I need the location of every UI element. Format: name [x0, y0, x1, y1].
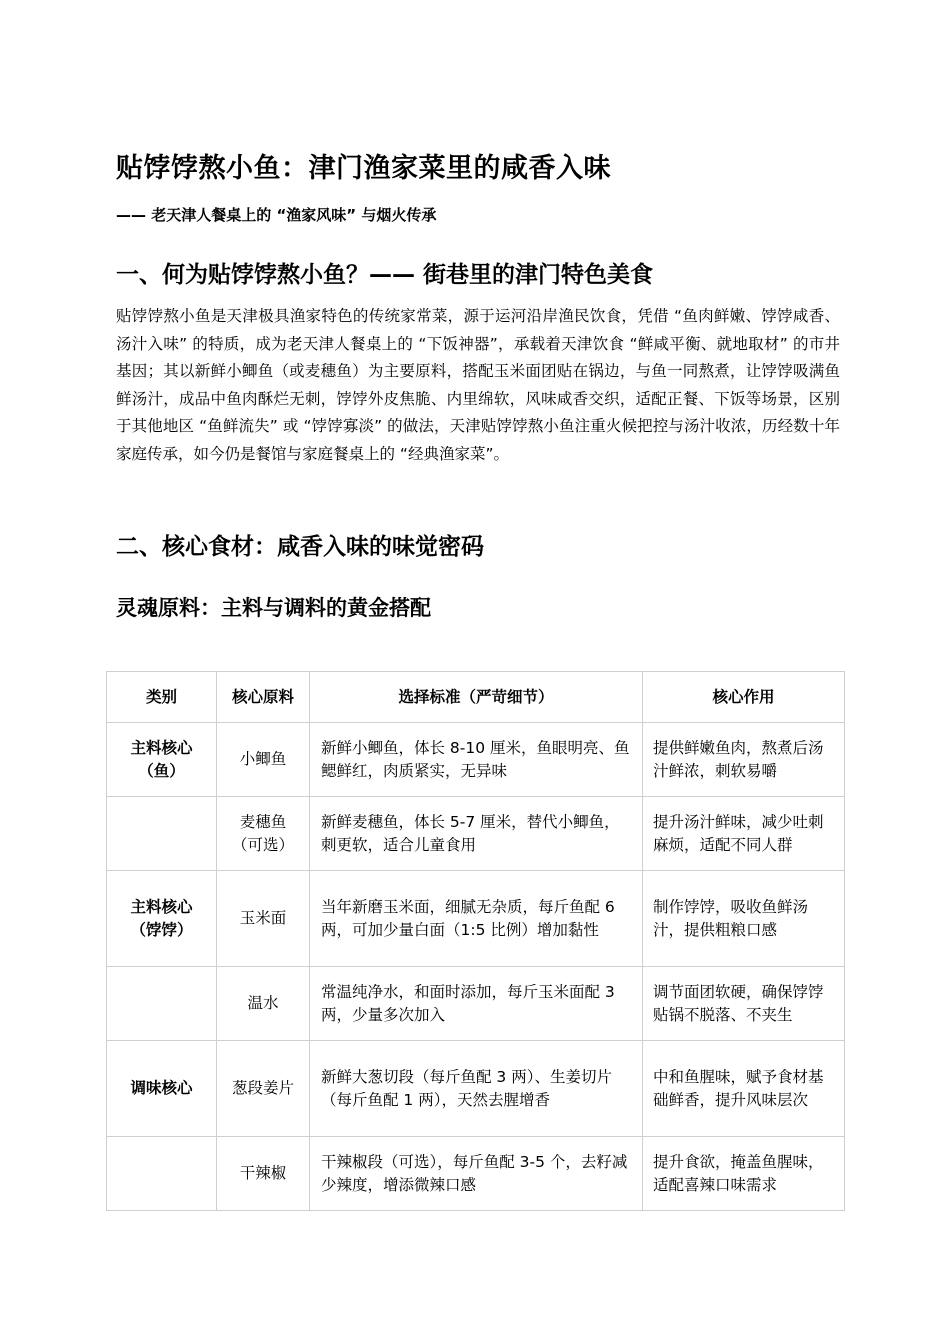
cell-material: 温水	[217, 967, 310, 1041]
header-role: 核心作用	[643, 672, 845, 723]
ingredients-table	[106, 671, 845, 1211]
cell-category	[107, 1137, 217, 1211]
cell-role: 制作饽饽，吸收鱼鲜汤汁，提供粗粮口感	[643, 871, 845, 967]
section-1-body: 贴饽饽熬小鱼是天津极具渔家特色的传统家常菜，源于运河沿岸渔民饮食，凭借 “鱼肉鲜嫩、饽饽咸香、汤汁入味” 的特质，成为老天津人餐桌上的 “下饭神器”，承载着天津饮食 “鲜咸平衡、就地取材” 的市井基因；其以新鲜小鲫鱼（或麦穗鱼）为主要原料，搭配玉米面团贴在锅边，与鱼一同熬煮，让饽饽吸满鱼鲜汤汁，成品中鱼肉酥烂无刺，饽饽外皮焦脆、内里绵软，风味咸香交织，适配正餐、下饭等场景，区别于其他地区 “鱼鲜流失” 或 “饽饽寡淡” 的做法，天津贴饽饽熬小鱼注重火候把控与汤汁收浓，历经数十年家庭传承，如今仍是餐馆与家庭餐桌上的 “经典渔家菜”。	[116, 307, 840, 463]
section-2-heading: 二、核心食材：咸香入味的味觉密码	[116, 534, 484, 560]
cell-role: 提供鲜嫩鱼肉，熬煮后汤汁鲜浓，刺软易嚼	[643, 723, 845, 797]
cell-role: 提升汤汁鲜味，减少吐刺麻烦，适配不同人群	[643, 797, 845, 871]
cell-role: 中和鱼腥味，赋予食材基础鲜香，提升风味层次	[643, 1041, 845, 1137]
cell-category: 调味核心	[107, 1041, 217, 1137]
cell-material: 小鲫鱼	[217, 723, 310, 797]
table-row	[107, 1137, 845, 1211]
cell-role: 调节面团软硬，确保饽饽贴锅不脱落、不夹生	[643, 967, 845, 1041]
table-header-row	[107, 672, 845, 723]
cell-category	[107, 797, 217, 871]
header-material: 核心原料	[217, 672, 310, 723]
section-2-subheading: 灵魂原料：主料与调料的黄金搭配	[116, 596, 431, 620]
table-row	[107, 797, 845, 871]
page-subtitle: —— 老天津人餐桌上的 “渔家风味” 与烟火传承	[116, 206, 437, 224]
cell-category: 主料核心（饽饽）	[107, 871, 217, 967]
cell-standard: 当年新磨玉米面，细腻无杂质，每斤鱼配 6 两，可加少量白面（1:5 比例）增加黏性	[310, 871, 643, 967]
cell-material: 玉米面	[217, 871, 310, 967]
header-category: 类别	[107, 672, 217, 723]
cell-material: 麦穗鱼（可选）	[217, 797, 310, 871]
table-row	[107, 723, 845, 797]
cell-category: 主料核心（鱼）	[107, 723, 217, 797]
table-row	[107, 871, 845, 967]
cell-category	[107, 967, 217, 1041]
cell-role: 提升食欲，掩盖鱼腥味，适配喜辣口味需求	[643, 1137, 845, 1211]
table-row	[107, 967, 845, 1041]
cell-material: 干辣椒	[217, 1137, 310, 1211]
table-row	[107, 1041, 845, 1137]
cell-standard: 干辣椒段（可选），每斤鱼配 3-5 个，去籽减少辣度，增添微辣口感	[310, 1137, 643, 1211]
cell-standard: 新鲜小鲫鱼，体长 8-10 厘米，鱼眼明亮、鱼鳃鲜红，肉质紧实，无异味	[310, 723, 643, 797]
cell-standard: 常温纯净水，和面时添加，每斤玉米面配 3 两，少量多次加入	[310, 967, 643, 1041]
cell-standard: 新鲜大葱切段（每斤鱼配 3 两）、生姜切片（每斤鱼配 1 两），天然去腥增香	[310, 1041, 643, 1137]
header-standard: 选择标准（严苛细节）	[310, 672, 643, 723]
section-1-heading: 一、何为贴饽饽熬小鱼？—— 街巷里的津门特色美食	[116, 262, 654, 288]
cell-standard: 新鲜麦穗鱼，体长 5-7 厘米，替代小鲫鱼，刺更软，适合儿童食用	[310, 797, 643, 871]
cell-material: 葱段姜片	[217, 1041, 310, 1137]
page-title: 贴饽饽熬小鱼：津门渔家菜里的咸香入味	[116, 153, 611, 184]
